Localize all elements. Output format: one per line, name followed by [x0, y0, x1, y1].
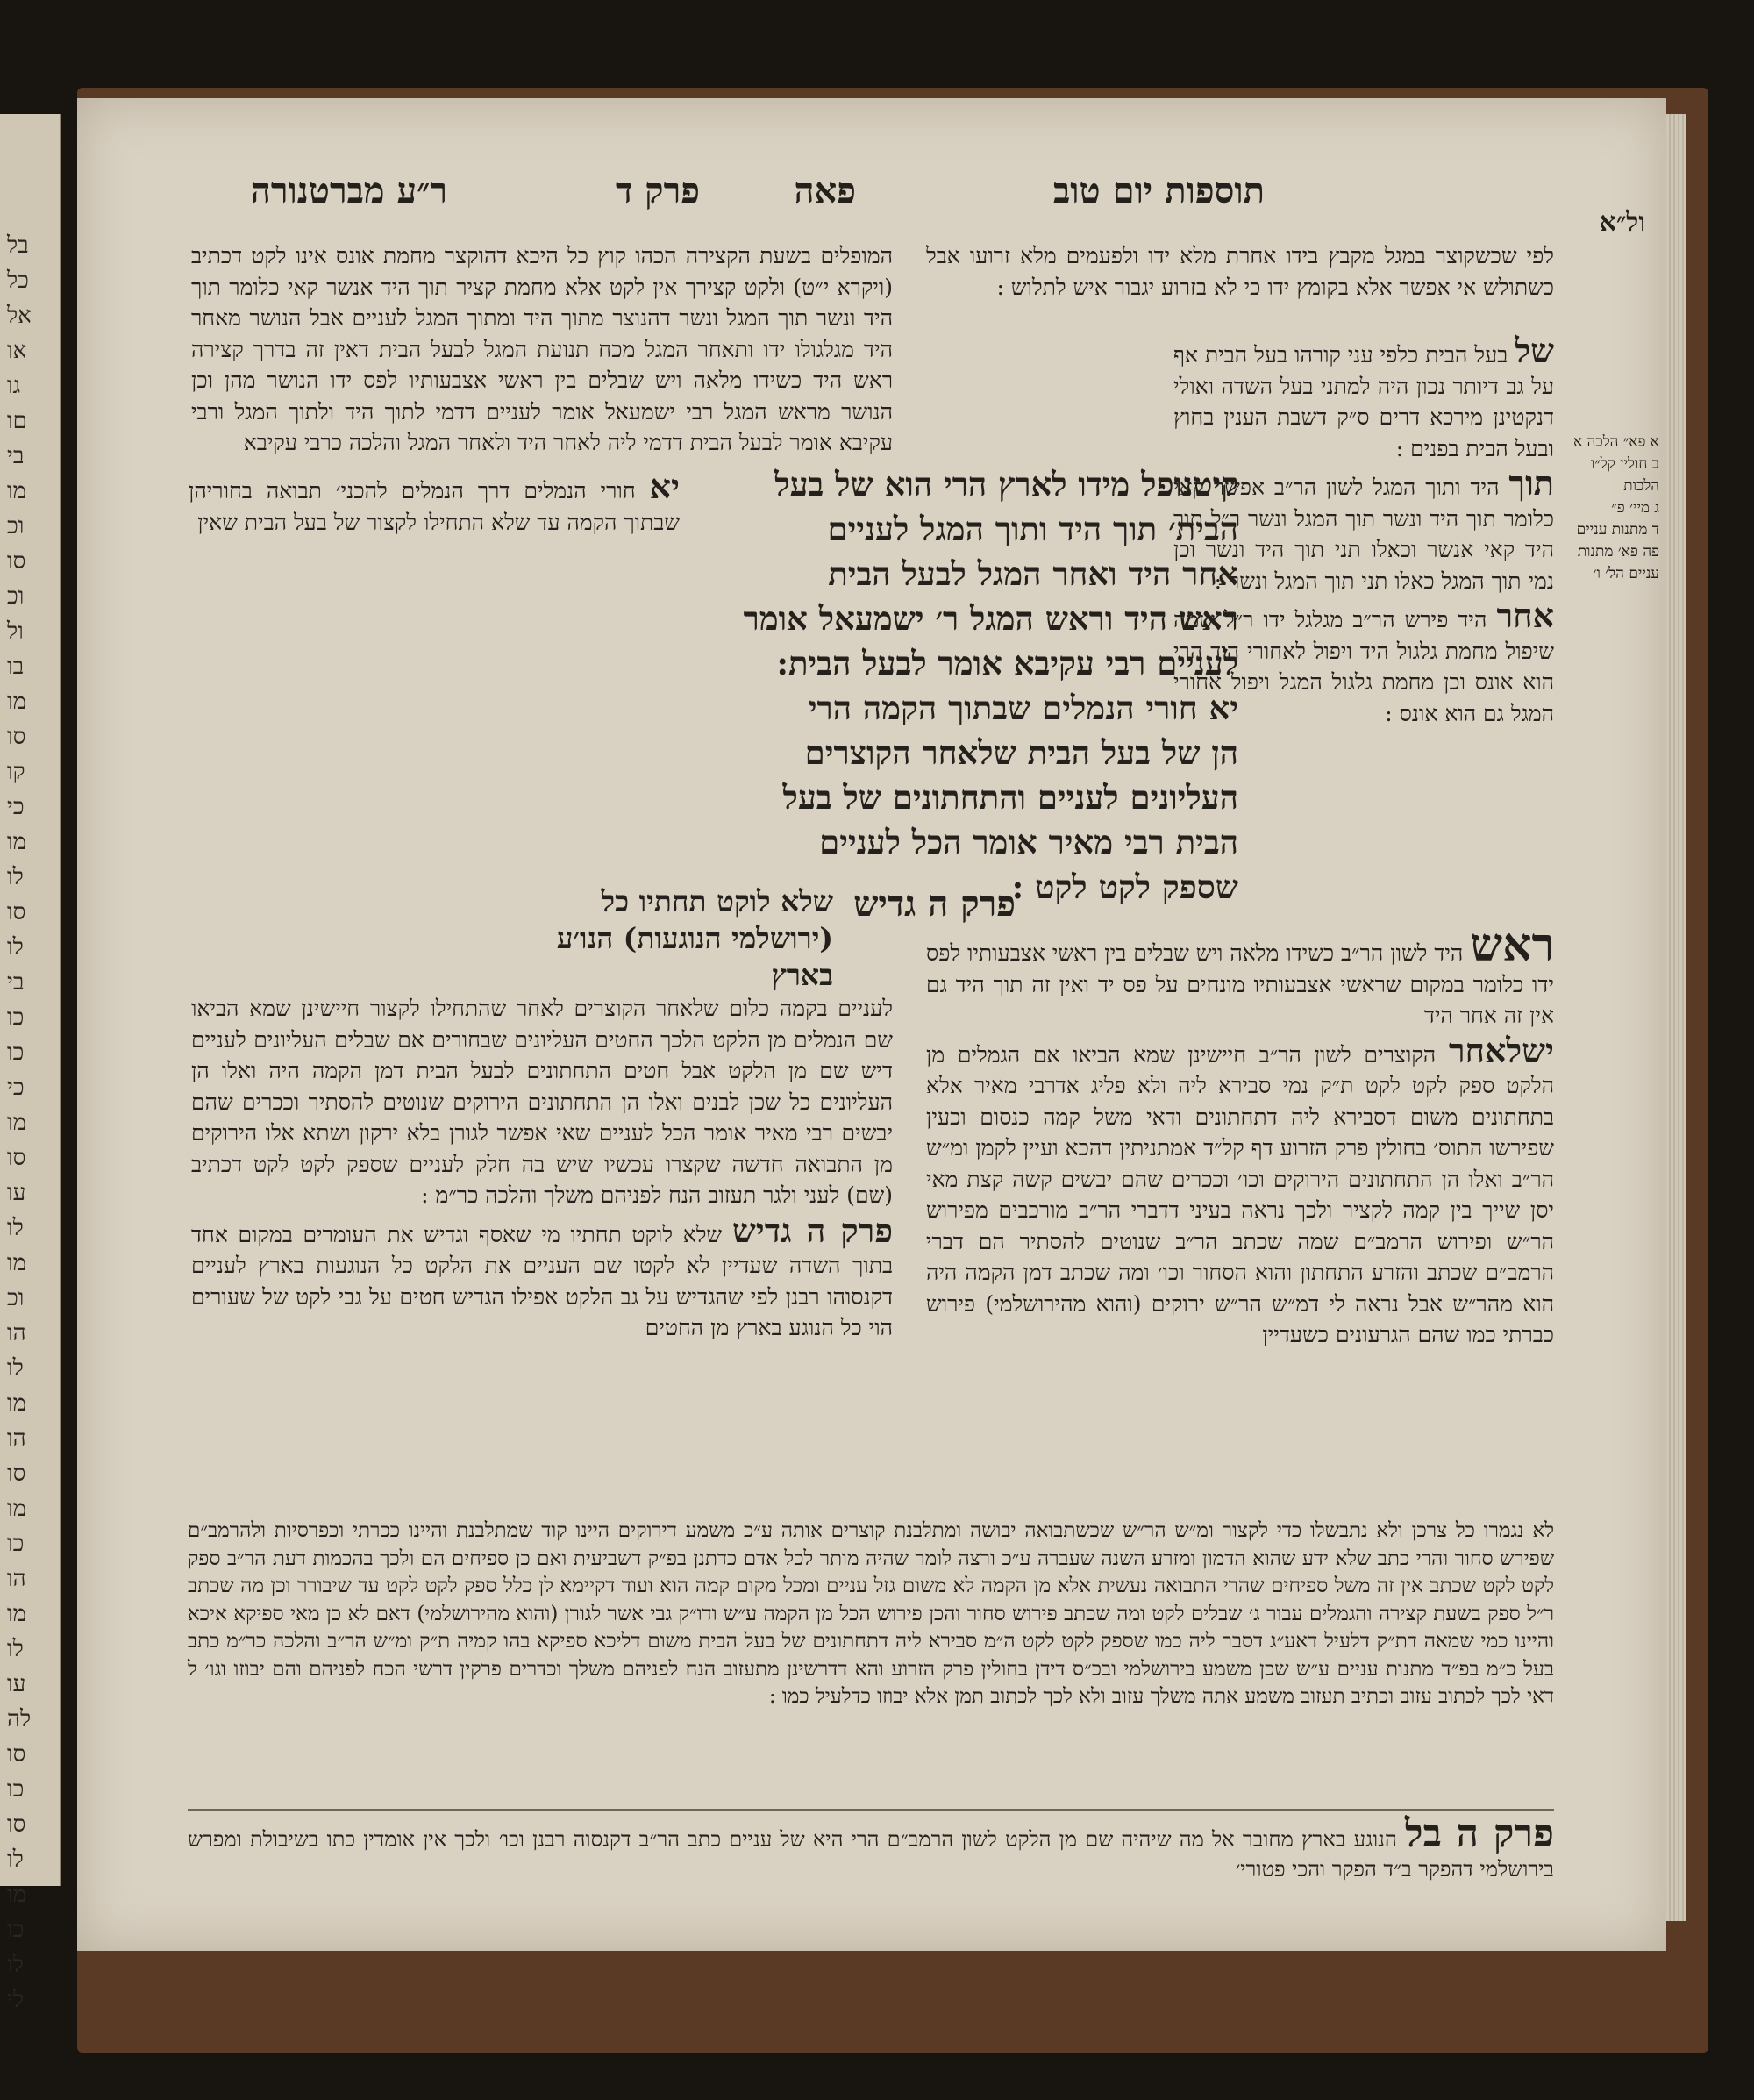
- prev-page-fragment: לו: [7, 1952, 24, 1978]
- mishna-line: העליונים לעניים והתחתונים של בעל: [782, 778, 1238, 817]
- prev-page-fragment: מו: [7, 689, 27, 715]
- tosafot-entry: [926, 1030, 1555, 1351]
- prev-page-fragment: מו: [7, 478, 27, 504]
- prev-page-fragment: או: [7, 338, 27, 364]
- mishna-chapter-line: בארץ: [771, 958, 833, 992]
- prev-page-fragment: סו: [7, 1145, 26, 1171]
- dibbur-hamatchil: ראש: [1470, 918, 1554, 972]
- prev-page-fragment: עו: [7, 1180, 26, 1206]
- page-edges: [1666, 114, 1686, 1921]
- prev-page-fragment: בי: [7, 443, 25, 469]
- prev-page-fragment: לו: [7, 934, 24, 961]
- previous-page-edge: [0, 114, 61, 2013]
- mishna-line: אחר היד ואחר המגל לבעל הבית: [828, 554, 1238, 593]
- prev-page-fragment: וכ: [7, 583, 25, 610]
- tosafot-top: [926, 240, 1554, 306]
- mishna-block: [703, 462, 1238, 910]
- prev-page-fragment: הו: [7, 1320, 26, 1346]
- mishna-line: שספק לקט לקט :: [1011, 868, 1238, 906]
- prev-page-fragment: גו: [7, 373, 21, 399]
- bartenura-wide-column: [191, 993, 893, 1347]
- prev-page-fragment: לו: [7, 1355, 24, 1382]
- tosafot-entry-text: בעל הבית כלפי עני קורהו בעל הבית אף על גב דיותר נכון היה למתני בעל השדה ואולי דנקטינן מירכא דרים ס״ק דשבת הענין בחוץ ובעל הבית בפנים :: [1173, 342, 1554, 461]
- prev-page-fragment: כו: [7, 1039, 25, 1066]
- side-note: ב חולין קל״ו: [1590, 455, 1659, 473]
- prev-page-fragment: מו: [7, 1496, 27, 1522]
- side-note: עניים הל׳ ו׳: [1593, 565, 1659, 582]
- mishna-line: הן של בעל הבית שלאחר הקוצרים: [804, 733, 1238, 772]
- dibbur-hamatchil: תוך: [1508, 463, 1554, 503]
- mishna-chapter-line: (ירושלמי הנוגעות) הנו׳ע: [556, 921, 833, 955]
- bartenura-text: המופלים בשעת הקצירה הכהו קוץ כל היכא דהוקצר מחמת אונס אינו לקט דכתיב (ויקרא י״ט) ולקט קצירך אין לקט אלא מחמת קציר תוך היד אנשר קאי כלומר תוך היד ונשר תוך המגל ונשר דהנוצר מתוך היד ומתוך המגל לעניים אבל הנושר מאחר היד מגלגולו ידו ותאחר המגל מכח תנועת המגל לבעל הבית דאין זה בדרך קצירה ראש היד כשידו מלאה ויש שבלים בין ראשי אצבעותיו לפס ידו הנושר מהן וכן הנושר מראש המגל רבי ישמעאל אומר לעניים דדמי לתוך היד ולתוך המגל ורבי עקיבא אומר לבעל הבית דדמי ליה לאחר היד ולאחר המגל והלכה כרבי עקיבא: [191, 243, 893, 455]
- prev-page-fragment: סו: [7, 1461, 26, 1487]
- prev-page-fragment: םו: [7, 408, 27, 434]
- prev-page-fragment: סו: [7, 724, 26, 750]
- mishna-line: קיטנופל מידו לארץ הרי הוא של בעל: [774, 465, 1238, 504]
- side-note: א פא״ הלכה א: [1573, 433, 1659, 451]
- tosafot-final-text: הנוגע בארץ מחובר אל מה שיהיה שם מן הלקט לשון הרמב״ם הרי היא של עניים כתב הר״ב דקנסוה רבנן וכו׳ ולכך אין אומדין כתו בשיבולת ומפרש בירושלמי דהפקר ב״ד הפקר והכי פטורי׳: [188, 1827, 1554, 1882]
- prev-page-fragment: מו: [7, 1250, 27, 1276]
- tosafot-entry-text: היד לשון הר״ב כשידו מלאה ויש שבלים בין ראשי אצבעותיו לפס ידו כלומר במקום שראשי אצבעותיו מונחים על פס יד ואין זה תוך היד גם אין זה אחר היד: [926, 940, 1554, 1028]
- bartenura-entry-text: חורי הנמלים דרך הנמלים להכני׳ תבואה בחוריהן שבתוך הקמה עד שלא התחילו לקצור של בעל הבית שאין: [189, 478, 680, 535]
- prev-page-fragment: עו: [7, 1671, 26, 1697]
- bartenura-chapter-entry: [191, 1210, 893, 1344]
- side-note: ג מיי׳ פ״: [1611, 499, 1659, 517]
- bartenura-wide-text: לעניים בקמה כלום שלאחר הקוצרים לאחר שהתחילו לקצור חיישינן שמא הביאו שם הנמלים מן הלקט הלכך החטים העליונים שבחורים אם שבלים העליונים לעניים דיש שם מן הלקט אבל חטים התחתונים לבעל הבית דמן הקמה היה ואלו הן העליונים כל שכן לבנים ואלו הן התחתונים הירוקים שנוטים להסתיר וככרים שהם יבשים רבי מאיר אומר הכל לעניים שאי אפשר לגורן בלא ירקון ושתא אלו הירוקים מן התבואה חדשה שקצרו עכשיו שיש בה חלק לעניים שספק לקט לקט דכתיב (שם) לעני ולגר תעזוב הנח לפניהם משלך והלכה כר״מ :: [191, 996, 893, 1208]
- prev-page-fragment: בי: [7, 969, 25, 996]
- tosafot-top-text: לפי שכשקוצר במגל מקבץ בידו אחרת מלא ידו ולפעמים מלא זרועו אבל כשתולש אי אפשר אלא בקומץ ידו כי לא בזרוע יגבור איש לתלוש :: [926, 243, 1554, 300]
- side-note: הלכות: [1623, 477, 1659, 495]
- mishna-chapter-line: שלא לוקט תחתיו כל: [601, 884, 833, 918]
- prev-page-fragment: וכ: [7, 513, 25, 539]
- bartenura-entry: [189, 467, 680, 538]
- bartenura-column: [191, 240, 893, 462]
- prev-page-fragment: כו: [7, 1004, 25, 1031]
- mishna-line: יא חורי הנמלים שבתוך הקמה הרי: [808, 689, 1238, 727]
- dibbur-hamatchil: ישלאחר: [1448, 1030, 1555, 1070]
- chapter-head: פרק ה בל: [1404, 1811, 1554, 1856]
- prev-page-fragment: מו: [7, 1882, 27, 1908]
- prev-page-fragment: לו: [7, 1846, 24, 1873]
- dibbur-hamatchil: יא: [649, 467, 680, 506]
- tosafot-wide-column: [926, 918, 1555, 1354]
- prev-page-fragment: סו: [7, 899, 26, 925]
- prev-page-fragment: כי: [7, 1075, 25, 1101]
- prev-page-fragment: כו: [7, 1917, 25, 1943]
- prev-page-fragment: הו: [7, 1566, 26, 1592]
- side-note: ד מתנות עניים: [1576, 521, 1659, 539]
- mishna-line: לעניים רבי עקיבא אומר לבעל הבית:: [776, 644, 1238, 682]
- bartenura-narrow-column: [189, 467, 680, 541]
- prev-page-fragment: בל: [7, 232, 29, 259]
- page: [77, 98, 1666, 1951]
- prev-page-fragment: לו: [7, 1636, 24, 1662]
- prev-page-fragment: כל: [7, 268, 29, 294]
- tosafot-entry: [1173, 331, 1554, 464]
- mishna-line: הבית רבי מאיר אומר הכל לעניים: [819, 823, 1238, 861]
- header-tractate: פאה: [794, 170, 856, 211]
- prev-page-fragment: מו: [7, 1390, 27, 1417]
- prev-page-fragment: הו: [7, 1425, 26, 1452]
- prev-page-fragment: מו: [7, 1110, 27, 1136]
- mishna-line: ראש היד וראש המגל ר׳ ישמעאל אומר: [743, 599, 1238, 638]
- dibbur-hamatchil: של: [1515, 331, 1554, 370]
- mishna-chapter-text: [544, 883, 833, 994]
- prev-page-fragment: כו: [7, 1776, 25, 1803]
- prev-page-fragment: לי: [7, 1987, 24, 2013]
- tosafot-entry-text: הקוצרים לשון הר״ב חיישינן שמא הביאו אם הגמלים מן הלקט ספק לקט לקט ת״ק נמי סבירא ליה ולא פליג אדרבי מאיר אלא בתחתונים משום דסבירא ליה דתחתונים ודאי משל קמה כנסום וכעין שפירשו התוס׳ בחולין פרק הזרוע דף קל״ד אמתניתין דהכא ועיין לקמן ומ״ש הר״ב ואלו הן התחתונים הירוקים וכו׳ וככרים שהם יבשים קשה קצת מאי יסן שייך בין קמה לקציר ולכך נראה בעיני דדברי הר״ב מורכבים מפירוש הר״ש ופירוש הרמב״ם שמה שכתב הר״ב שנוטים להסתיר הם דברי הרמב״ם שכתב והזרע התחתון והוא הסחור וכו׳ ומה שכתב דמן הקמה היה הוא מהר״ש אבל נראה לי דמ״ש הר״ש ירוקים (והוא מהירושלמי) פירוש כברתי כמו שהם הגרעונים כשעדיין: [926, 1041, 1554, 1347]
- tosafot-entry-text: היד פירש הר״ב מגלגל ידו ר״ל שמה שיפול מחמת גלגול היד ויפול לאחורי היד הרי הוא אונס וכן מחמת גלגול המגל ויפול אחורי המגל גם הוא אונס :: [1173, 607, 1554, 726]
- tosafot-final: [188, 1811, 1554, 1888]
- prev-page-fragment: כו: [7, 1531, 25, 1557]
- divider: [188, 1809, 1554, 1811]
- header-bartenura: ר״ע מברטנורה: [250, 170, 447, 211]
- prev-page-fragment: ול: [7, 618, 24, 645]
- side-references: [1572, 432, 1659, 585]
- side-note: פה פא׳ מתנות: [1577, 543, 1659, 561]
- prev-page-fragment: סו: [7, 1811, 26, 1838]
- mishna-line: הבית׳ תוך היד ותוך המגל לעניים: [827, 510, 1238, 548]
- prev-page-fragment: כי: [7, 794, 25, 820]
- prev-page-fragment: מו: [7, 829, 27, 855]
- bartenura-chapter-head: פרק ה גדיש: [731, 1210, 893, 1250]
- dibbur-hamatchil: אחר: [1496, 596, 1554, 635]
- prev-page-fragment: לה: [7, 1706, 32, 1732]
- mishna-chapter-head: פרק ה גדיש: [853, 883, 1016, 925]
- prev-page-fragment: לו: [7, 1215, 24, 1241]
- prev-page-fragment: בו: [7, 654, 25, 680]
- prev-page-fragment: אל: [7, 303, 32, 329]
- prev-page-fragment: מו: [7, 1601, 27, 1627]
- prev-page-fragment: סו: [7, 548, 26, 575]
- tosafot-final-entry: [188, 1811, 1554, 1884]
- folio-number: ול״א: [1599, 207, 1645, 238]
- tosafot-entry-text: היד ותוך המגל לשון הר״ב אפשר קאי כלומר תוך היד ונשר תוך המגל ונשר ר״ל תוך היד קאי אנשר וכאלו תני תוך היד ונשר וכן נמי תוך המגל כאלו תני תוך המגל ונשר :: [1173, 475, 1554, 594]
- prev-page-fragment: לו: [7, 864, 24, 890]
- header-tosafot-yom-tov: תוספות יום טוב: [1053, 170, 1265, 211]
- tosafot-bottom-text: לא נגמרו כל צרכן ולא נתבשלו כדי לקצור ומ״ש הר״ש שכשתבואה יבושה ומתלבנת קוצרים אותה ע״כ משמע דירוקים היינו קוד שמתלבנת והיינו ככרתי וכפרסיות ולהרמב״ם שפירש סחור והרי כתב שלא ידע שהוא הדמון ומזרע השנה שעברה ע״כ ורצה לומר שהיה מותר לכל אדם כדתנן בפ״ק דשביעית ואם כן ספיחים הם ולכך בהכמות דעת הר״ב ספק לקט לקט שכתב אין זה משל ספיחים שהרי התבואה נעשית אלא מן הקמה לא משום גזל עניים ומכל מקום קמה הוא ועוד דקיימא לן כלל ספק לקט לקט עד שיבורר וכן מה שכתב ר״ל ספק בשעת קצירה והגמלים עבור ג׳ שבלים לקט ומה שכתב פירוש סחור והכן פירוש הכל מן הקמה ע״ש ודו״ק גבי אשר לגורן (והוא מהירושלמי) דאם לא כן מאי ספיקא איכא והיינו כמי שמאה דת״ק דלעיל דאע״ג דסבר ליה כמו שספק לקט לקט ה״מ סבירא ליה דתחתונים של בעל הבית משום דליכא ספיקא בהו קמיה ת״ק ומ״ש הר״ב והלכה כר״מ כתב בעל כ״מ בפ״ד מתנות עניים ע״ש שכן משמע בירושלמי ובכ״ס דידן בחולין פרק הזרוע והא דדרשינן מתעזוב הנח לפניהם משלך וכדרים פרקין דרשי הכח לפניהם והם יבוזו וגו׳ ל דאי לכך לכתוב עזוב וכתיב תעזוב משמע אתה משלך עזוב ולא לכך לכתוב תמן אלא יבוזו כדלעיל כמו :: [188, 1519, 1554, 1708]
- header-chapter: פרק ד: [616, 170, 700, 211]
- tosafot-entry: [926, 918, 1554, 1032]
- bartenura-chapter-text: שלא לוקט תחתיו מי שאסף וגדיש את העומרים במקום אחד בתוך השדה שעדיין לא לקטו שם העניים את הלקט כל הנוגעות בארץ לעניים דקנסוהו רבנן לפי שהגדיש על גב הלקט אפילו הגדיש חטים על גבי לקט של שעורים הוי כל הנוגע בארץ מן החטים: [191, 1221, 893, 1340]
- tosafot-bottom: [188, 1518, 1554, 1715]
- prev-page-fragment: קו: [7, 759, 25, 785]
- prev-page-fragment: סו: [7, 1741, 26, 1768]
- prev-page-fragment: וכ: [7, 1285, 25, 1311]
